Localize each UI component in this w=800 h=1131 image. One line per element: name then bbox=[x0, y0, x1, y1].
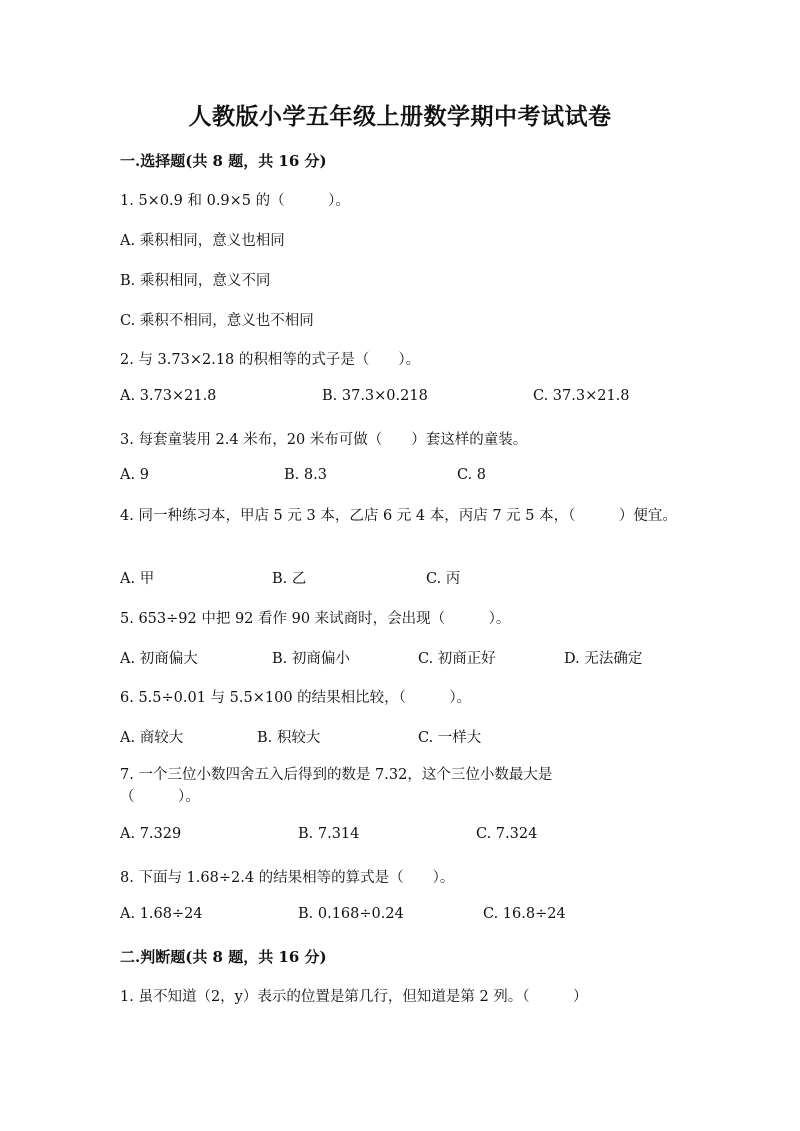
question-6-option-b: B. 积较大 bbox=[257, 730, 321, 746]
tf-question-1: 1. 虽不知道（2，y）表示的位置是第几行，但知道是第 2 列。（ ） bbox=[120, 989, 588, 1005]
question-4-option-c: C. 丙 bbox=[426, 571, 461, 587]
section-heading-true-false: 二.判断题(共 8 题，共 16 分) bbox=[120, 948, 327, 966]
question-3-option-a: A. 9 bbox=[120, 467, 149, 483]
question-6-option-c: C. 一样大 bbox=[418, 730, 482, 746]
question-4: 4. 同一种练习本，甲店 5 元 3 本，乙店 6 元 4 本，丙店 7 元 5 本，（ ）便宜。 bbox=[120, 508, 677, 524]
question-6: 6. 5.5÷0.01 与 5.5×100 的结果相比较，（ ）。 bbox=[120, 690, 472, 706]
question-3-option-b: B. 8.3 bbox=[284, 467, 327, 483]
question-5-option-d: D. 无法确定 bbox=[564, 651, 643, 667]
question-2-option-c: C. 37.3×21.8 bbox=[533, 388, 630, 404]
question-3: 3. 每套童装用 2.4 米布，20 米布可做（ ）套这样的童装。 bbox=[120, 432, 528, 448]
question-5-option-c: C. 初商正好 bbox=[418, 651, 496, 667]
question-8-option-b: B. 0.168÷0.24 bbox=[298, 906, 404, 922]
question-1-option-b: B. 乘积相同，意义不同 bbox=[120, 273, 271, 289]
question-1: 1. 5×0.9 和 0.9×5 的（ ）。 bbox=[120, 193, 350, 209]
exam-title: 人教版小学五年级上册数学期中考试试卷 bbox=[188, 103, 612, 130]
question-2-option-a: A. 3.73×21.8 bbox=[120, 388, 217, 404]
question-5: 5. 653÷92 中把 92 看作 90 来试商时，会出现（ ）。 bbox=[120, 611, 511, 627]
question-2: 2. 与 3.73×2.18 的积相等的式子是（ ）。 bbox=[120, 352, 421, 368]
question-7: 7. 一个三位小数四舍五入后得到的数是 7.32，这个三位小数最大是（ ）。 bbox=[120, 767, 553, 805]
question-3-option-c: C. 8 bbox=[457, 467, 487, 483]
question-8: 8. 下面与 1.68÷2.4 的结果相等的算式是（ ）。 bbox=[120, 870, 455, 886]
question-4-option-b: B. 乙 bbox=[272, 571, 307, 587]
question-5-option-a: A. 初商偏大 bbox=[120, 651, 198, 667]
question-7-option-c: C. 7.324 bbox=[476, 826, 538, 842]
question-7-option-a: A. 7.329 bbox=[120, 826, 182, 842]
question-4-option-a: A. 甲 bbox=[120, 571, 155, 587]
question-1-option-a: A. 乘积相同，意义也相同 bbox=[120, 233, 285, 249]
section-heading-multiple-choice: 一.选择题(共 8 题，共 16 分) bbox=[120, 152, 327, 170]
question-7-option-b: B. 7.314 bbox=[298, 826, 360, 842]
question-1-option-c: C. 乘积不相同，意义也不相同 bbox=[120, 313, 314, 329]
question-8-option-a: A. 1.68÷24 bbox=[120, 906, 203, 922]
question-6-option-a: A. 商较大 bbox=[120, 730, 184, 746]
question-2-option-b: B. 37.3×0.218 bbox=[322, 388, 428, 404]
question-8-option-c: C. 16.8÷24 bbox=[483, 906, 566, 922]
question-5-option-b: B. 初商偏小 bbox=[272, 651, 350, 667]
